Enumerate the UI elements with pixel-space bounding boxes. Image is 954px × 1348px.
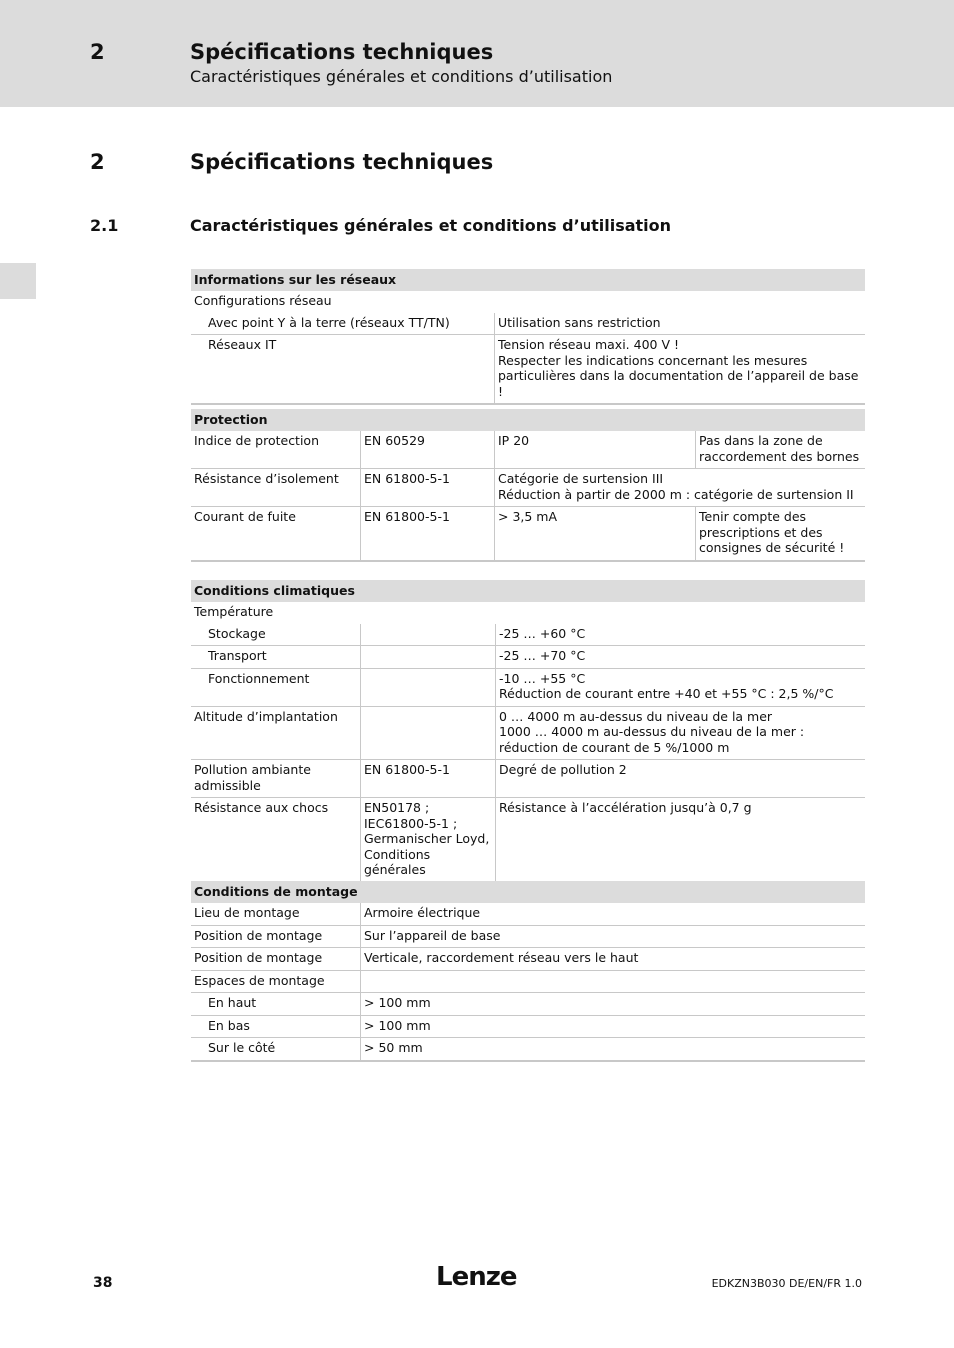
subheading-number: 2.1 — [90, 216, 119, 235]
table-cell: > 3,5 mA — [494, 507, 695, 560]
table-section-title: Informations sur les réseaux — [191, 269, 865, 291]
table-cell — [360, 971, 865, 993]
table-row — [191, 903, 865, 926]
table-row — [191, 993, 865, 1016]
table-cell: Pollution ambiante admissible — [194, 762, 311, 793]
table-cell: Espaces de montage — [194, 972, 325, 988]
cell-line: Tension réseau maxi. 400 V ! — [498, 337, 679, 352]
table-cell: EN 61800-5-1 — [360, 469, 494, 506]
climate-table — [191, 580, 865, 884]
table-cell: > 100 mm — [360, 1016, 865, 1038]
cell-line: Respecter les indications concernant les mesures particulières dans la documentation de l’appareil de base ! — [498, 352, 859, 399]
cell-line: 1000 … 4000 m au-dessus du niveau de la mer : réduction de courant de 5 %/1000 m — [499, 724, 805, 755]
table-row — [191, 798, 865, 884]
table-cell: Fonctionnement — [208, 670, 310, 686]
table-row — [191, 669, 865, 707]
table-cell: Indice de protection — [194, 433, 320, 448]
table-cell — [495, 669, 865, 706]
table-cell — [495, 707, 865, 760]
table-cell: Position de montage — [194, 927, 323, 943]
table-row — [191, 971, 865, 994]
table-section-title: Protection — [191, 409, 865, 431]
cell-line: -10 … +55 °C — [499, 670, 586, 686]
network-table — [191, 269, 865, 405]
table-row — [191, 624, 865, 647]
table-cell: Sur l’appareil de base — [360, 926, 865, 948]
table-cell: Armoire électrique — [360, 903, 865, 925]
table-cell: Température — [194, 604, 274, 619]
cell-line: Réduction à partir de 2000 m : catégorie de surtension II — [498, 486, 854, 502]
table-cell: EN 61800-5-1 — [360, 760, 495, 797]
header-section-title: Caractéristiques générales et conditions d’utilisation — [190, 67, 613, 86]
table-section-title: Conditions de montage — [191, 881, 865, 903]
table-cell — [494, 469, 865, 506]
page-number: 38 — [93, 1275, 113, 1291]
table-row — [191, 469, 865, 507]
table-cell — [494, 335, 865, 403]
table-cell: Résistance d’isolement — [194, 471, 339, 486]
brand-logo: Lenze — [436, 1262, 517, 1292]
side-tab-marker — [0, 263, 36, 299]
table-cell: Degré de pollution 2 — [495, 760, 865, 797]
table-cell: Courant de fuite — [194, 509, 296, 524]
table-cell: Verticale, raccordement réseau vers le haut — [360, 948, 865, 970]
cell-line: Catégorie de surtension III — [498, 471, 664, 486]
table-cell: Avec point Y à la terre (réseaux TT/TN) — [208, 314, 450, 330]
table-cell: Réseaux IT — [208, 337, 277, 352]
table-cell: -25 … +70 °C — [495, 646, 865, 668]
protection-table — [191, 409, 865, 562]
heading-number: 2 — [90, 150, 105, 174]
header-chapter-title: Spécifications techniques — [190, 40, 494, 64]
table-cell: IP 20 — [494, 431, 695, 468]
table-cell: > 100 mm — [360, 993, 865, 1015]
table-row — [191, 760, 865, 798]
table-cell: Pas dans la zone de raccordement des bornes — [695, 431, 865, 468]
table-cell: En bas — [208, 1017, 250, 1033]
table-row — [191, 1016, 865, 1039]
heading-title: Spécifications techniques — [190, 150, 494, 174]
table-row — [191, 335, 865, 405]
table-row — [191, 291, 865, 313]
table-cell: Altitude d’implantation — [194, 708, 338, 724]
table-cell: Configurations réseau — [194, 293, 332, 308]
table-cell: Lieu de montage — [194, 905, 300, 920]
table-cell: Position de montage — [194, 950, 323, 965]
table-row — [191, 507, 865, 562]
table-row — [191, 431, 865, 469]
table-cell: Tenir compte des prescriptions et des consignes de sécurité ! — [695, 507, 865, 560]
table-cell: En haut — [208, 995, 257, 1010]
table-cell: Résistance aux chocs — [194, 800, 329, 815]
table-cell — [360, 707, 495, 760]
table-row — [191, 926, 865, 949]
subheading-title: Caractéristiques générales et conditions d’utilisation — [190, 216, 672, 235]
table-cell: Stockage — [208, 625, 266, 641]
table-row — [191, 707, 865, 761]
table-cell: EN50178 ; IEC61800-5-1 ; Germanischer Loyd, Conditions générales — [360, 798, 495, 882]
header-chapter-number: 2 — [90, 40, 105, 64]
table-row — [191, 602, 865, 624]
table-row — [191, 1038, 865, 1062]
table-cell — [360, 624, 495, 646]
table-cell: EN 60529 — [360, 431, 494, 468]
table-cell: Utilisation sans restriction — [494, 313, 865, 335]
table-section-title: Conditions climatiques — [191, 580, 865, 602]
table-row — [191, 646, 865, 669]
table-cell — [360, 646, 495, 668]
mounting-table — [191, 881, 865, 1062]
table-cell: -25 … +60 °C — [495, 624, 865, 646]
table-cell: EN 61800-5-1 — [360, 507, 494, 560]
table-cell: Sur le côté — [208, 1040, 276, 1055]
table-cell: Transport — [208, 648, 267, 663]
table-cell: Résistance à l’accélération jusqu’à 0,7 g — [495, 798, 865, 882]
cell-line: Réduction de courant entre +40 et +55 °C : 2,5 %/°C — [499, 686, 834, 701]
document-id: EDKZN3B030 DE/EN/FR 1.0 — [711, 1277, 862, 1290]
cell-line: 0 … 4000 m au-dessus du niveau de la mer — [499, 708, 773, 724]
table-cell — [360, 669, 495, 706]
table-cell: > 50 mm — [360, 1038, 865, 1060]
table-row — [191, 313, 865, 336]
table-row — [191, 948, 865, 971]
